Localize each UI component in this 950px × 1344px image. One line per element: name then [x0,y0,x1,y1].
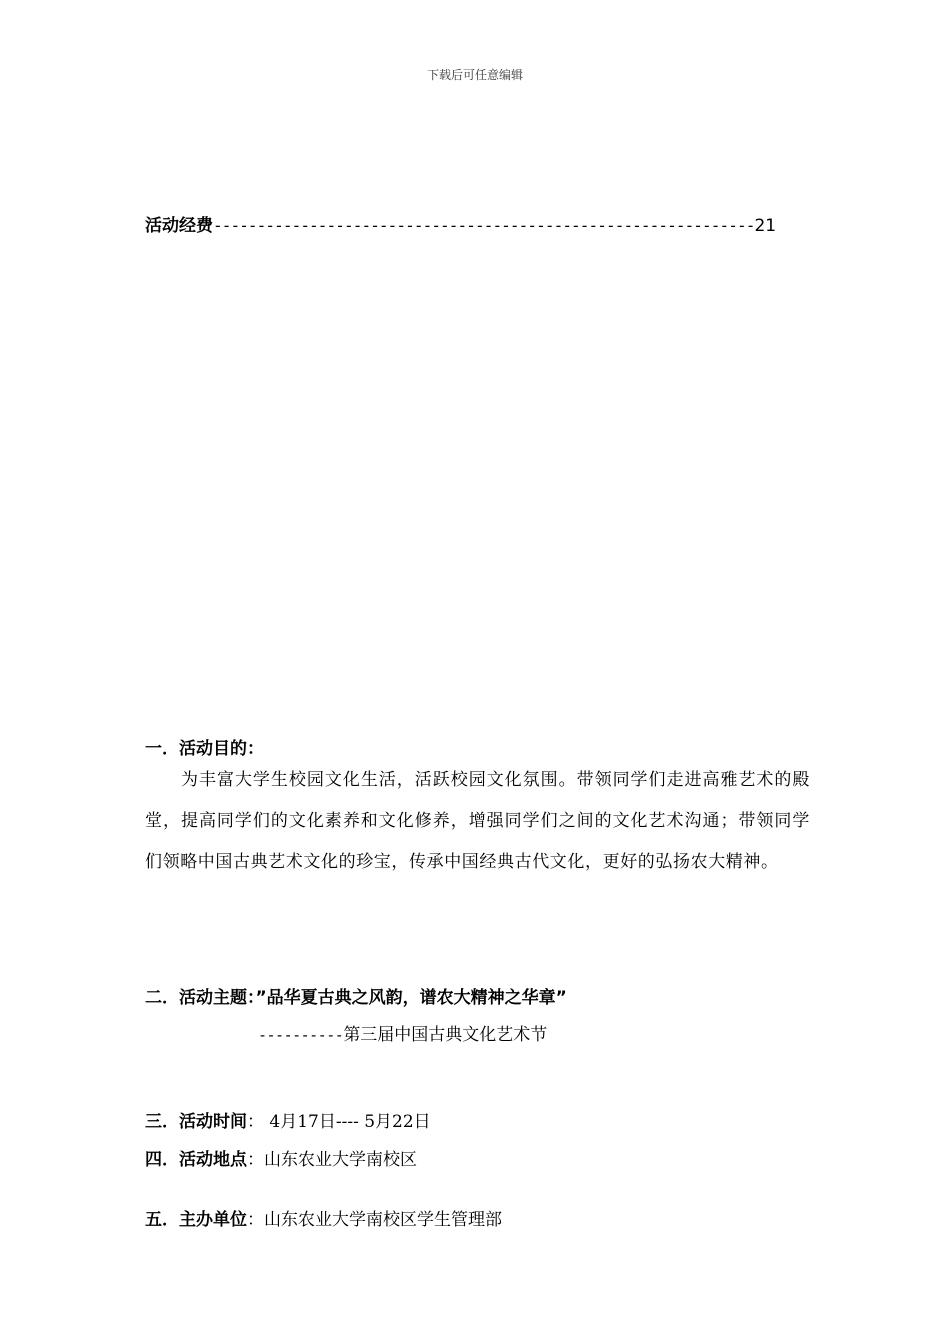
section-purpose-body: 为丰富大学生校园文化生活，活跃校园文化氛围。带领同学们走进高雅艺术的殿堂，提高同学们的文化素养和文化修养，增强同学们之间的文化艺术沟通；带领同学们领略中国古典艺术文化的珍宝，传承中国经典古代文化，更好的弘扬农大精神。 [145,770,810,872]
section-time-value: ： 4月17日---- 5月22日 [247,1112,431,1132]
toc-entry-leader: -------------------------------------------------------------- [213,216,755,235]
toc-entry-budget [145,211,776,236]
subtitle-text: 第三届中国古典文化艺术节 [343,1025,548,1045]
toc-entry-label: 活动经费 [145,216,213,236]
subtitle-dash-leader: ---------- [258,1026,344,1044]
toc-entry-page-number: 21 [754,216,777,236]
page-header-note: 下载后可任意编辑 [426,68,523,82]
section-location-label: 四．活动地点 [145,1150,247,1170]
section-time-heading [145,1107,431,1132]
section-theme-label: 二．活动主题：”品华夏古典之风韵，谱农大精神之华章” [145,988,567,1008]
section-organizer-heading [145,1205,502,1230]
section-time-label: 三．活动时间 [145,1112,247,1132]
section-location-heading [145,1145,417,1170]
section-theme-subtitle [258,1020,547,1045]
section-theme-heading [145,983,567,1008]
section-purpose-heading [145,734,264,759]
section-organizer-label: 五．主办单位 [145,1210,247,1230]
section-location-value: ：山东农业大学南校区 [247,1150,417,1170]
section-purpose-label: 一．活动目的： [145,739,264,759]
section-organizer-value: ：山东农业大学南校区学生管理部 [247,1210,502,1230]
